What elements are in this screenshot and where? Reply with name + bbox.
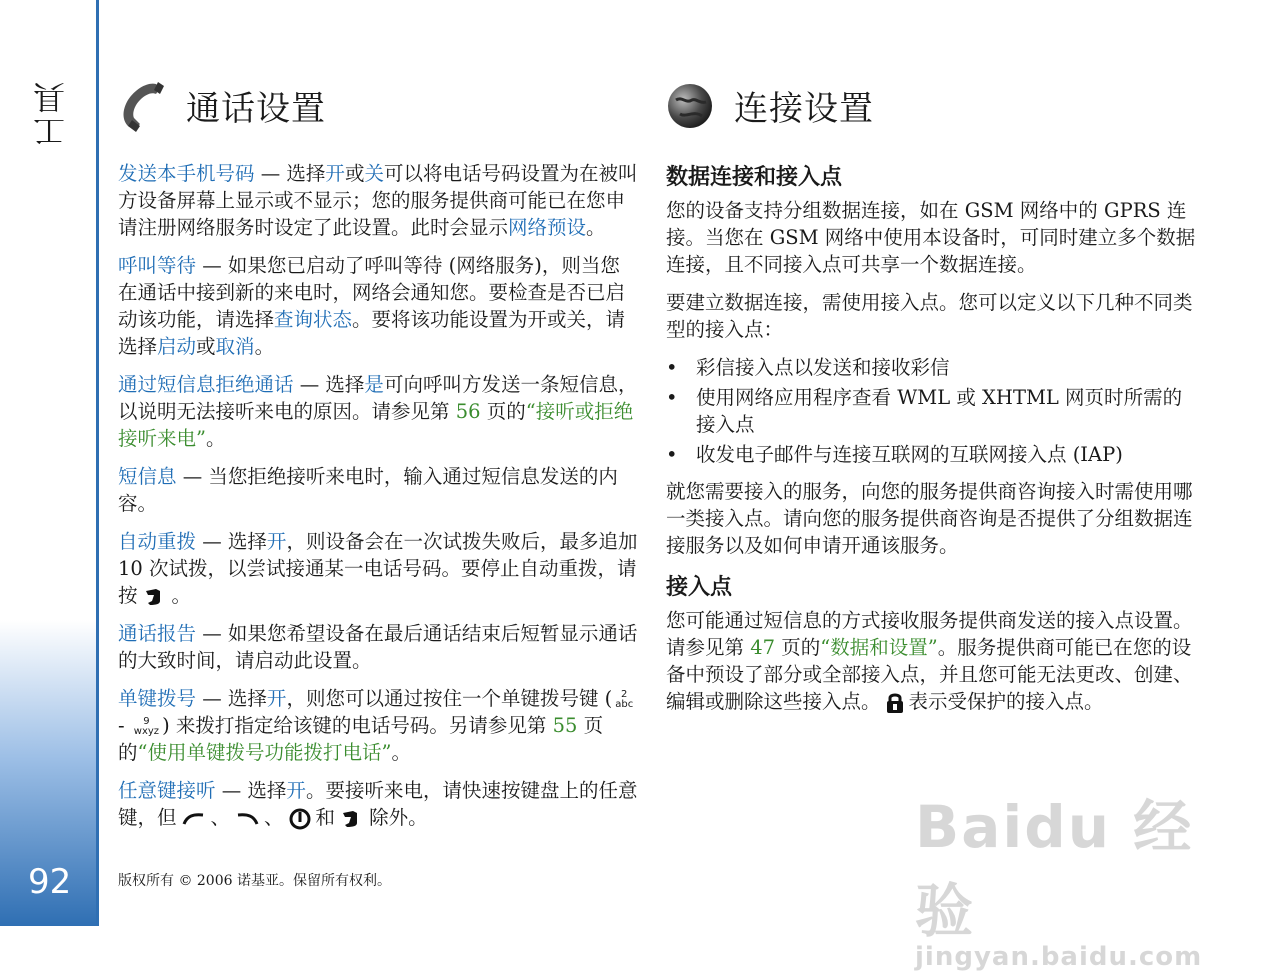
list-item: • 使用网络应用程序查看 WML 或 XHTML 网页时所需的接入点 [666,384,1196,438]
globe-icon [666,74,714,136]
option-on[interactable]: 开 [266,530,287,553]
cross-reference-link[interactable]: “数据和设置” [820,636,938,659]
watermark [915,780,1215,972]
option-on[interactable]: 开 [266,687,287,710]
setting-label[interactable]: 任意键接听 [118,779,216,802]
access-point-intro: 要建立数据连接，需使用接入点。您可以定义以下几种不同类型的接入点： [666,291,1193,341]
setting-reject-with-sms: 通过短信息拒绝通话 — 选择是可向呼叫方发送一条短信息，以说明无法接听来电的原因。请参见第 56 页的“接听或拒绝接听来电”。 [118,373,638,450]
setting-label[interactable]: 单键拨号 [118,687,197,710]
cross-reference-link[interactable]: “使用单键拨号功能拨打电话” [137,741,392,764]
setting-label[interactable]: 短信息 [118,465,177,488]
setting-label[interactable]: 呼叫等待 [118,254,197,277]
list-item: • 彩信接入点以发送和接收彩信 [666,354,1196,381]
list-item: • 收发电子邮件与连接互联网的互联网接入点 (IAP) [666,441,1196,468]
setting-speed-dialling: 单键拨号 — 选择开，则您可以通过按住一个单键拨号键 ( 2 abc - 9 wxyz ) 来拨打指定给该键的电话号码。另请参见第 55 页的“使用单键拨号功能拨打电话”。 [118,687,634,764]
setting-call-waiting: 呼叫等待 — 如果您已启动了呼叫等待 (网络服务)，则当您在通话中接到新的来电时，网络会通知您。要检查是否已启动该功能，请选择查询状态。要将该功能设置为开或关，请选择启动或取消。 [118,254,626,358]
option-on[interactable]: 开 [286,779,306,802]
option-cancel[interactable]: 取消 [215,335,255,358]
option-network-preset[interactable]: 网络预设 [508,216,587,239]
page-ref[interactable]: 47 [750,636,776,659]
end-call-key-icon [142,587,168,607]
sidebar [0,0,100,926]
call-settings-title: 通话设置 [186,88,326,129]
call-settings-column [118,70,638,842]
option-on[interactable]: 开 [325,162,345,185]
option-yes[interactable]: 是 [364,373,384,396]
service-provider-advice: 就您需要接入的服务，向您的服务提供商咨询接入时需使用哪一类接入点。请向您的服务提供商咨询是否提供了分组数据连接服务以及如何申请开通该服务。 [666,480,1193,557]
connection-settings-column [666,70,1196,726]
setting-label[interactable]: 发送本手机号码 [118,162,255,185]
connection-settings-title: 连接设置 [734,88,874,129]
access-points-heading: 接入点 [666,575,733,600]
page-number: 92 [28,862,72,902]
chapter-label: 工具 [32,80,70,148]
left-selection-key-icon [181,810,207,828]
access-point-types-list [666,354,1196,468]
setting-anykey-answer: 任意键接听 — 选择开。要接听来电，请快速按键盘上的任意键，但 、 、 和 除外。 [118,779,638,829]
option-activate[interactable]: 启动 [157,335,197,358]
lock-icon [885,692,905,714]
key-2-icon: 2 abc [615,688,634,710]
setting-auto-redial: 自动重拨 — 选择开，则设备会在一次试拨失败后，最多追加 10 次试拨，以尝试接通某一电话号码。要停止自动重拨，请按 。 [118,530,638,607]
call-settings-header [118,70,638,140]
watermark-logo: Baidu 经验 [915,793,1194,945]
setting-label[interactable]: 通话报告 [118,622,197,645]
power-key-icon [288,807,312,831]
copyright-footer: 版权所有 © 2006 诺基亚。保留所有权利。 [118,873,391,889]
key-9-icon: 9 wxyz [133,715,160,737]
setting-label[interactable]: 通过短信息拒绝通话 [118,373,294,396]
access-points-text: 您可能通过短信息的方式接收服务提供商发送的接入点设置。请参见第 47 页的“数据和设置”。服务提供商可能已在您的设备中预设了部分或全部接入点，并且您可能无法更改、创建、编辑或删除这些接入点。 表示受保护的接入点。 [666,609,1193,713]
setting-call-summary: 通话报告 — 如果您希望设备在最后通话结束后短暂显示通话的大致时间，请启动此设置。 [118,622,638,672]
setting-message-text: 短信息 — 当您拒绝接听来电时，输入通过短信息发送的内容。 [118,465,618,515]
watermark-url: jingyan.baidu.com [915,942,1203,972]
data-connections-heading: 数据连接和接入点 [666,165,843,190]
page-ref[interactable]: 56 [455,400,481,423]
option-check-status[interactable]: 查询状态 [274,308,353,331]
end-call-key-icon [339,809,365,829]
option-off[interactable]: 关 [364,162,384,185]
connection-settings-header [666,70,1196,140]
setting-label[interactable]: 自动重拨 [118,530,197,553]
page-ref[interactable]: 55 [552,714,578,737]
right-selection-key-icon [234,810,260,828]
data-connections-intro: 您的设备支持分组数据连接，如在 GSM 网络中的 GPRS 连接。当您在 GSM 网络中使用本设备时，可同时建立多个数据连接，且不同接入点可共享一个数据连接。 [666,199,1196,276]
setting-send-own-number: 发送本手机号码 — 选择开或关可以将电话号码设置为在被叫方设备屏幕上显示或不显示；您的服务提供商可能已在您申请注册网络服务时设定了此设置。此时会显示网络预设。 [118,162,638,239]
cross-reference-link[interactable]: “接听或拒绝接听来电” [118,400,634,450]
sidebar-divider [96,0,99,926]
phone-handset-icon [118,74,166,136]
